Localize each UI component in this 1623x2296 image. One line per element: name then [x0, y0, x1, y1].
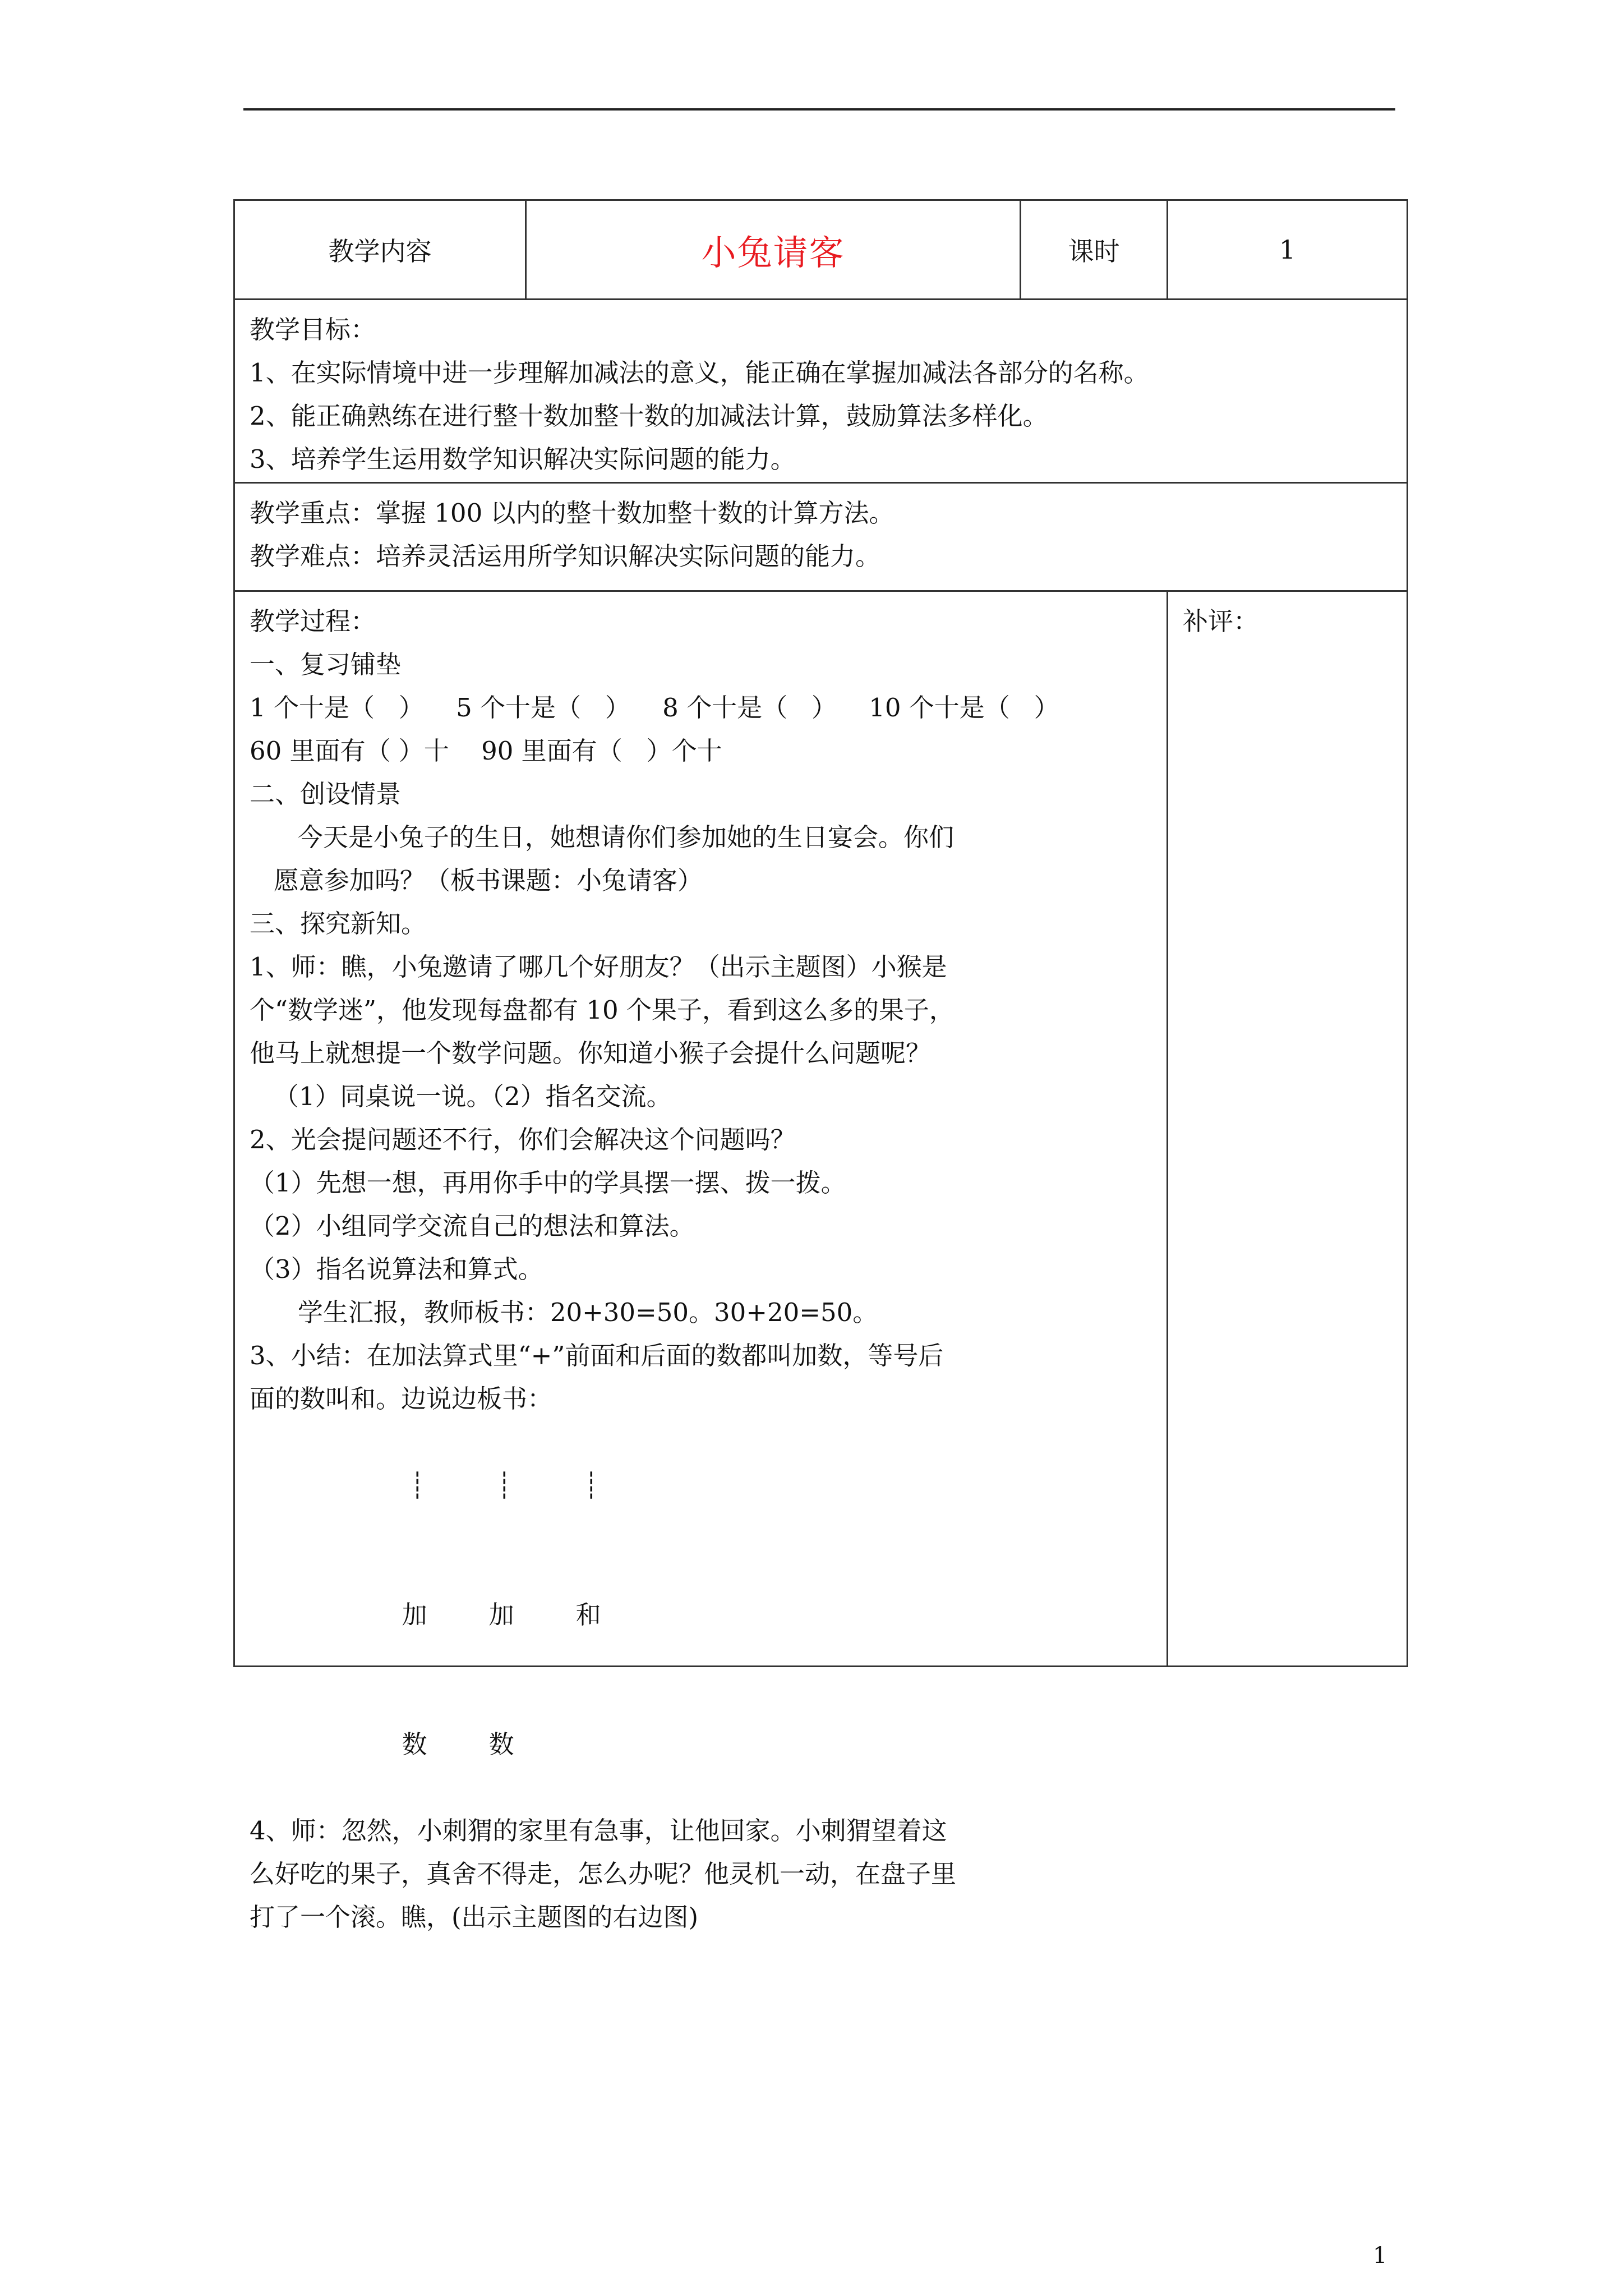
process-line: 打了一个滚。瞧，(出示主题图的右边图): [250, 1902, 699, 1932]
key-points-row: [234, 483, 1408, 591]
objectives-heading: 教学目标：: [250, 315, 376, 344]
process-line: 个“数学迷”，他发现每盘都有 10 个果子，看到这么多的果子，: [250, 995, 955, 1025]
teaching-focus: 教学重点：掌握 100 以内的整十数加整十数的计算方法。: [250, 498, 895, 528]
diagram-mark: ┊: [583, 1470, 599, 1500]
process-line: （2）小组同学交流自己的想法和算法。: [250, 1211, 695, 1241]
process-line: 2、光会提问题还不行，你们会解决这个问题吗？: [250, 1125, 796, 1154]
diagram-mark: ┊: [409, 1470, 425, 1500]
diagram-term: 数: [488, 1729, 514, 1759]
process-line: （3）指名说算法和算式。: [250, 1254, 543, 1284]
objectives-cell: [234, 300, 1408, 483]
objective-item: 3、培养学生运用数学知识解决实际问题的能力。: [250, 444, 796, 474]
lesson-title: 小兔请客: [526, 200, 1021, 300]
objective-item: 1、在实际情境中进一步理解加减法的意义，能正确在掌握加减法各部分的名称。: [250, 358, 1149, 388]
key-points-cell: [234, 483, 1408, 591]
process-line: 60 里面有（ ）十 90 里面有（ ）个十: [250, 736, 722, 766]
diagram-mark: ┊: [496, 1470, 512, 1500]
lesson-plan-table: [233, 199, 1408, 1932]
content-label: 教学内容: [234, 200, 526, 300]
period-label: 课时: [1021, 200, 1168, 300]
process-line: 二、创设情景: [250, 779, 402, 809]
header-row: [234, 200, 1408, 300]
objectives-row: [234, 300, 1408, 483]
diagram-term: 数: [402, 1729, 427, 1759]
process-line: 1 个十是（ ） 5 个十是（ ） 8 个十是（ ） 10 个十是（ ）: [250, 693, 1059, 723]
header-rule: [243, 108, 1395, 111]
process-line: 三、探究新知。: [250, 909, 427, 938]
period-value: 1: [1168, 200, 1408, 300]
comments-label: 补评：: [1183, 606, 1259, 636]
process-line: 愿意参加吗？（板书课题：小兔请客）: [250, 866, 703, 895]
diagram-term: 和: [575, 1600, 601, 1630]
process-row: [234, 591, 1408, 1667]
process-line: 3、小结：在加法算式里“+”前面和后面的数都叫加数，等号后: [250, 1341, 944, 1370]
addition-terms-diagram: [250, 1420, 1152, 1809]
objective-item: 2、能正确熟练在进行整十数加整十数的加减法计算，鼓励算法多样化。: [250, 401, 1048, 431]
process-line: （1）先想一想，再用你手中的学具摆一摆、拨一拨。: [250, 1168, 846, 1198]
diagram-term: 加: [402, 1600, 427, 1630]
process-line: 1、师：瞧，小兔邀请了哪几个好朋友？（出示主题图）小猴是: [250, 952, 947, 982]
process-line: 一、复习铺垫: [250, 650, 402, 679]
process-line: 4、师：忽然，小刺猬的家里有急事，让他回家。小刺猬望着这: [250, 1816, 947, 1846]
process-line: 教学过程：: [250, 606, 376, 636]
teaching-difficulty: 教学难点：培养灵活运用所学知识解决实际问题的能力。: [250, 541, 881, 571]
process-line: 面的数叫和。边说边板书：: [250, 1384, 553, 1414]
process-line: 他马上就想提一个数学问题。你知道小猴子会提什么问题呢？: [250, 1038, 932, 1068]
comments-cell: [1168, 591, 1408, 1667]
process-line: （1）同桌说一说。（2）指名交流。: [250, 1082, 672, 1111]
process-line: 么好吃的果子，真舍不得走，怎么办呢？他灵机一动，在盘子里: [250, 1859, 957, 1889]
diagram-term: 加: [488, 1600, 514, 1630]
process-line: 学生汇报，教师板书：20+30=50。30+20=50。: [250, 1297, 878, 1327]
process-line: 今天是小兔子的生日，她想请你们参加她的生日宴会。你们: [250, 822, 954, 852]
page-number: 1: [1373, 2243, 1387, 2269]
process-cell: [234, 591, 1168, 1932]
